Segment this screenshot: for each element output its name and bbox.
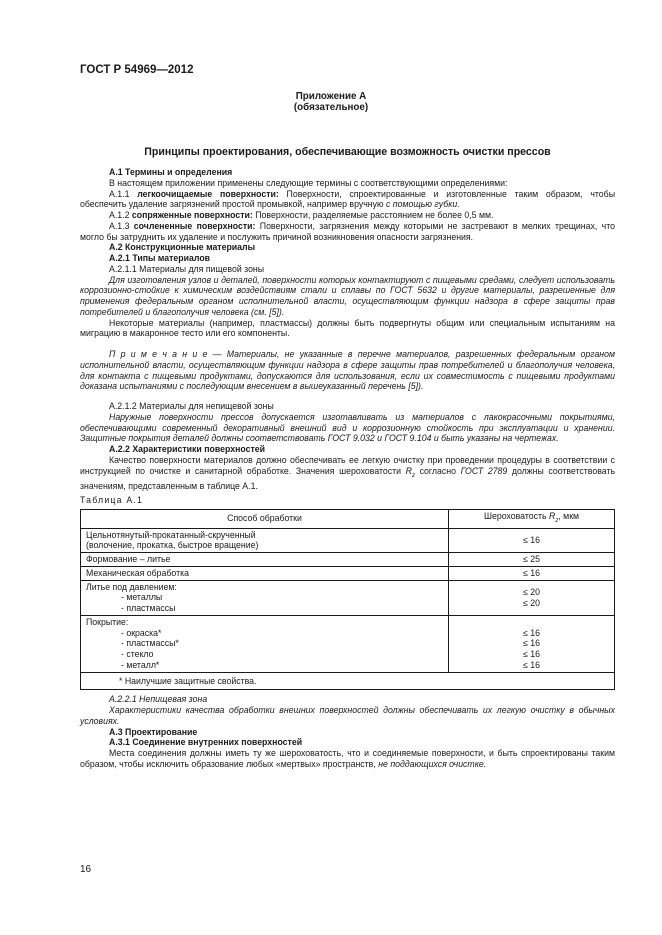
standard-reference: ГОСТ 2789 [460,465,508,476]
paragraph-food-zone-materials: Для изготовления узлов и деталей, поверхности которых контактируют с пищевыми средами, следует использовать коррозионно-стойкие к химическим воздействиям стали и сплавы по ГОСТ 5632 и другие материалы, разрешенные для применения федеральным органом исполнительной власти, осуществляющим функции надзора в сфере защиты прав потребителей и благополучия человека (см. [5]). [80,274,615,317]
paragraph-joints [80,748,615,770]
section-a212-heading: А.2.1.2 Материалы для непищевой зоны [109,401,274,411]
table-cell-method [81,580,449,615]
text-run: Качество поверхности материалов должно обеспечивать ее легкую очистку при проведении процедуры в соответствии с инструкцией по очистке и санитарной обработке. Значения шероховатости [80,454,615,476]
table-header-roughness [449,509,615,528]
table-cell-value [449,580,615,615]
term-a1-1 [80,189,615,211]
symbol-rz: R [548,510,556,521]
section-a1-heading: А.1 Термины и определения [109,167,233,177]
table-row [81,528,615,553]
text-run-italic: не поддающихся очистке. [378,758,487,769]
appendix-subtitle: (обязательное) [293,102,369,113]
cell-line: (волочение, прокатка, быстрое вращение) [86,540,259,551]
cell-subitem: - окраска* [121,627,162,638]
header-text: Шероховатость [483,510,549,521]
paragraph-nonfood-zone: Характеристики качества обработки внешних поверхностей должны обеспечивать их легкую очистку в обычных условиях. [80,705,615,726]
cell-value: ≤ 20 [523,597,540,608]
table-caption-number: А.1 [122,494,144,505]
table-cell-value: ≤ 16 [449,528,615,553]
table-row [81,566,615,580]
term-definition: Поверхности, спроектированные и изготовленные таким образом, чтобы обеспечить удаление загрязнений простой промывкой, например вручную [80,188,615,210]
cell-line: Цельнотянутый-прокатанный-скрученный [86,529,256,540]
table-header-method: Способ обработки [81,509,449,528]
term-number: А.1.1 [109,188,138,199]
section-a31-heading: А.3.1 Соединение внутренних поверхностей [109,737,303,748]
section-a3-heading: А.3 Проектирование [109,726,198,737]
table-caption-label: Таблица [80,494,123,505]
spacer [80,392,615,401]
table-cell-method: Формование – литье [81,553,449,567]
cell-subitem: - пластмассы* [121,638,179,649]
paragraph-surface-quality [80,455,615,492]
section-a211-heading: А.2.1.1 Материалы для пищевой зоны [109,263,265,274]
table-footnote: * Наилучшие защитные свойства. [81,672,615,690]
table-row [81,553,615,567]
term-name: сопряженные поверхности: [131,210,253,220]
symbol-rz-subscript: z [555,517,559,524]
header-unit: , мкм [558,510,580,521]
section-a221-heading: А.2.2.1 Непищевая зона [109,694,208,705]
term-a1-3 [80,221,615,243]
table-cell-value: ≤ 25 [449,553,615,567]
cell-subitem: - пластмассы [121,603,176,613]
table-footnote-row [81,672,615,690]
text-run: Места соединения должны иметь ту же шероховатость, что и соединяемые поверхности, и быть спроектированы таким образом, чтобы исключить образование любых «мертвых» пространств, [80,748,615,769]
term-number: А.1.2 [109,210,132,220]
symbol-rz-subscript: z [411,472,415,479]
term-definition: Поверхности, загрязнения между которыми не застревают в мелких трещинах, что могло бы затруднить их удаление и послужить причиной возникновения опасности загрязнения. [80,220,615,242]
term-a1-2 [80,210,615,221]
cell-subitem: - металл* [121,659,160,670]
symbol-rz: R [405,465,412,476]
cell-value: ≤ 20 [523,586,540,597]
term-name: легкоочищаемые поверхности: [137,188,279,199]
text-run: должны соответствовать значениям, представленным в таблице А.1. [80,465,616,491]
roughness-table [80,509,615,691]
term-definition-italic: с помощью губки. [385,199,460,210]
cell-subitem: - стекло [121,649,154,659]
table-cell-method: Механическая обработка [81,566,449,580]
table-cell-value: ≤ 16 [449,566,615,580]
main-title: Принципы проектирования, обеспечивающие возможность очистки прессов [144,146,551,158]
text-run: согласно [414,465,461,476]
cell-value: ≤ 16 [523,627,540,638]
section-a1-intro: В настоящем приложении применены следующие термины с соответствующими определениями: [109,177,508,188]
cell-subitem: - металлы [121,592,163,603]
table-row [81,615,615,672]
cell-line: Литье под давлением: [86,581,177,592]
table-header-row [81,509,615,528]
paragraph-migration-tests: Некоторые материалы (например, пластмассы) должны быть подвергнуты общим или специальным испытаниям на миграцию в макаронное тесто или его компоненты. [80,317,615,339]
table-cell-value [449,615,615,672]
term-definition: Поверхности, разделяемые расстоянием не более 0,5 мм. [252,210,494,220]
table-cell-method [81,528,449,553]
cell-value: ≤ 16 [523,659,540,670]
note-materials: П р и м е ч а н и е — Материалы, не указанные в перечне материалов, разрешенных федеральным органом исполнительной власти, осуществляющим функции надзора в сфере защиты прав потребителей и благополучия человека, для контакта с пищевыми продуктами, допускаются для использования, если их совместимость с пищевыми продуктами доказана испытаниями с последующим внесением в вышеуказанный перечень [5]). [80,349,615,392]
cell-value: ≤ 16 [523,638,540,649]
page-number: 16 [80,864,92,875]
cell-line: Покрытие: [86,616,129,627]
table-caption [80,495,615,506]
term-number: А.1.3 [109,220,134,231]
cell-value: ≤ 16 [523,649,540,659]
section-a21-heading: А.2.1 Типы материалов [109,253,211,263]
table-row [81,580,615,615]
paragraph-nonfood-materials: Наружные поверхности прессов допускается изготавливать из материалов с лакокрасочными покрытиями, обеспечивающими современный декоративный внешний вид и коррозионную стойкость при эксплуатации и хранении. Защитные покрытия деталей должны соответствовать ГОСТ 9.032 и ГОСТ 9.104 и быть указаны на чертежах. [80,411,615,444]
section-a2-heading: А.2 Конструкционные материалы [109,242,256,253]
term-name: сочлененные поверхности: [133,220,256,231]
table-cell-method [81,615,449,672]
section-a22-heading: А.2.2 Характеристики поверхностей [109,444,266,454]
document-body [80,167,615,770]
appendix-title: Приложение А [295,91,367,102]
document-code: ГОСТ Р 54969—2012 [80,64,194,76]
